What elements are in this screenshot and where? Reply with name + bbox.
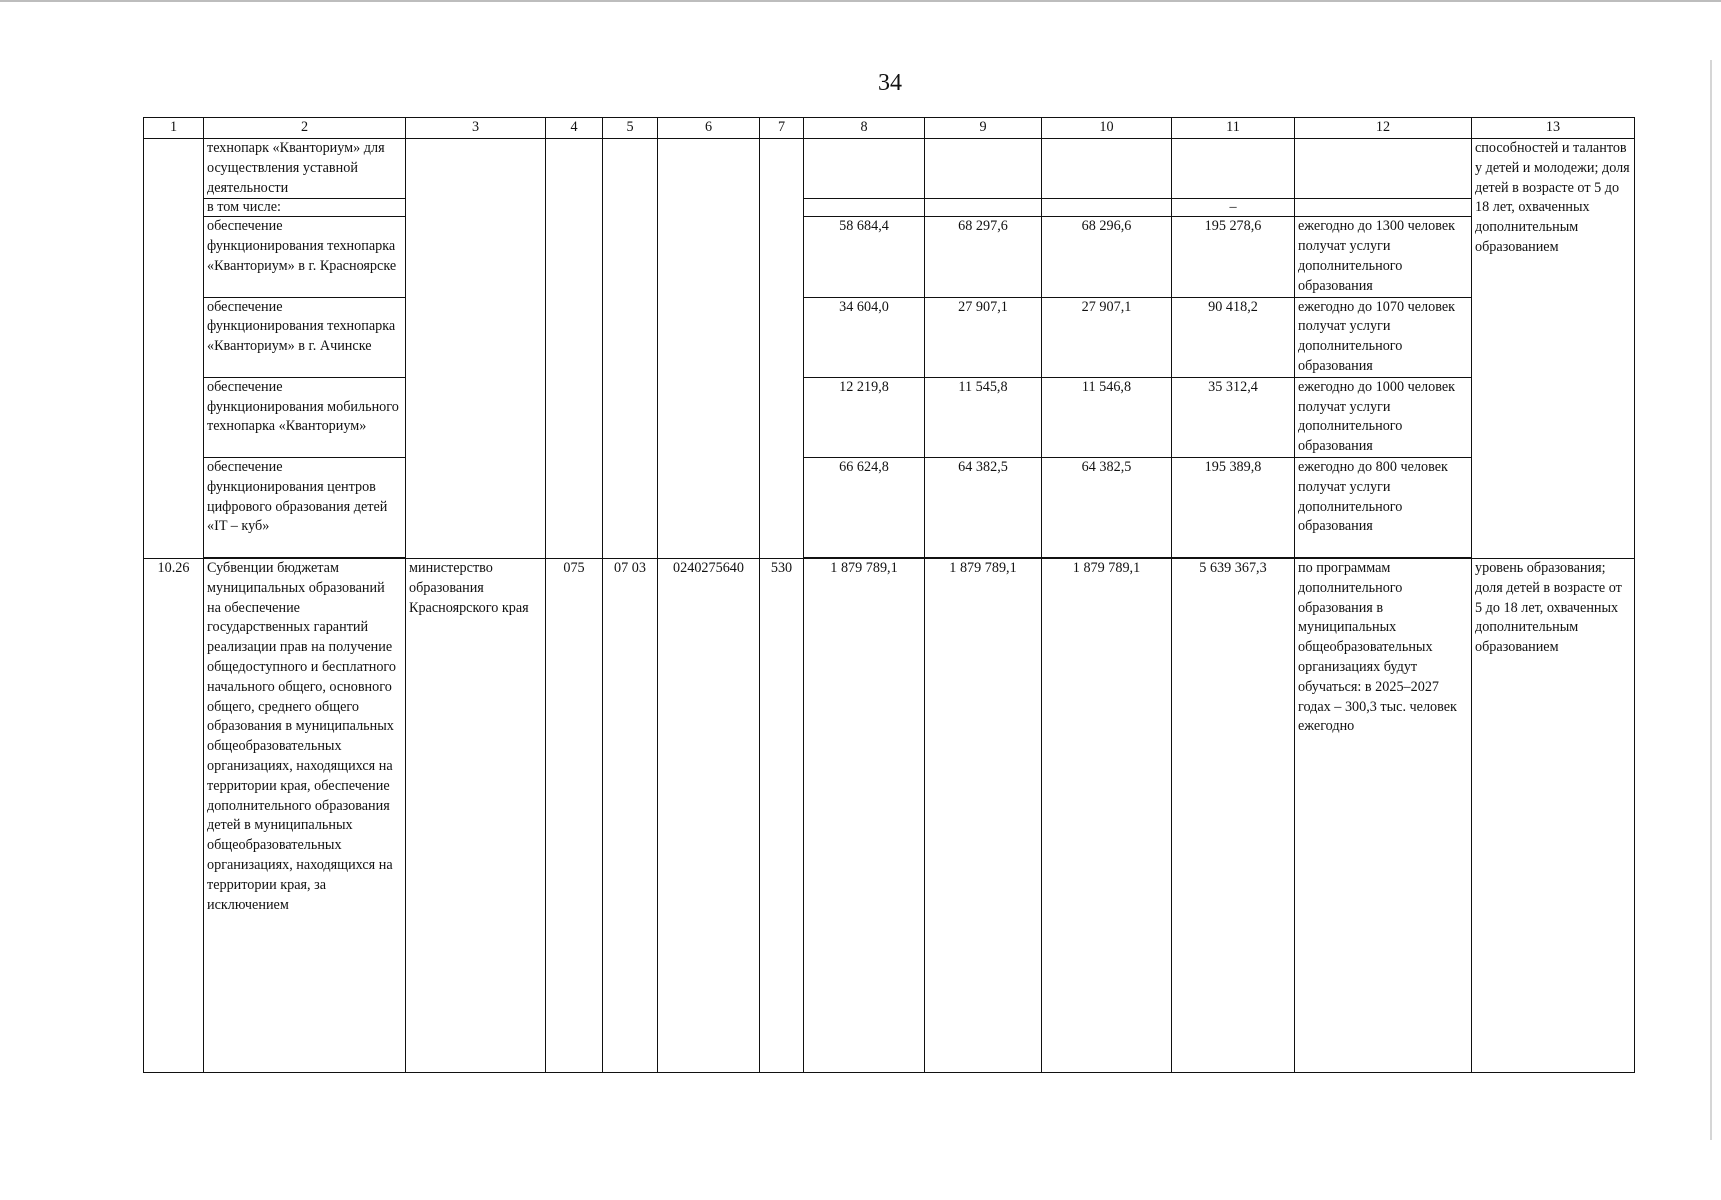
- column-header: 5: [603, 118, 658, 139]
- grbs-cell: 075: [546, 558, 603, 1072]
- value-2026: 1 879 789,1: [925, 558, 1042, 1072]
- value-total: 90 418,2: [1172, 297, 1295, 377]
- result-cell: ежегодно до 800 человек получат услуги дополнительного образования: [1295, 457, 1472, 557]
- value-2026: 11 545,8: [925, 377, 1042, 457]
- row-number: 10.26: [144, 558, 204, 1072]
- table-row: [144, 199, 1635, 217]
- value-2025: 12 219,8: [804, 377, 925, 457]
- value-cell: [1042, 199, 1172, 217]
- section-cell: [603, 139, 658, 559]
- column-header: 2: [204, 118, 406, 139]
- value-2027: 64 382,5: [1042, 457, 1172, 557]
- result-cell: ежегодно до 1300 человек получат услуги дополнительного образования: [1295, 217, 1472, 297]
- vr-cell: 530: [760, 558, 804, 1072]
- column-header: 6: [658, 118, 760, 139]
- table-row: [144, 558, 1635, 1072]
- subrow-text: обеспечение функционирования центров цифрового образования детей «IT – куб»: [204, 457, 406, 557]
- value-cell: [925, 139, 1042, 199]
- csr-cell: 0240275640: [658, 558, 760, 1072]
- value-cell: [804, 139, 925, 199]
- column-header: 1: [144, 118, 204, 139]
- page-number: 34: [878, 70, 902, 96]
- indicator-cell: уровень образования; доля детей в возрасте от 5 до 18 лет, охваченных дополнительным образованием: [1472, 558, 1635, 1072]
- column-header: 13: [1472, 118, 1635, 139]
- section-cell: 07 03: [603, 558, 658, 1072]
- result-cell: [1295, 139, 1472, 199]
- value-2025: 34 604,0: [804, 297, 925, 377]
- item-text: Субвенции бюджетам муниципальных образований на обеспечение государственных гарантий реализации прав на получение общедоступного и бесплатного начального общего, основного общего, среднего общего образования в муниципальных общеобразовательных организациях, находящихся на территории края, обеспечение дополнительного образования детей в муниципальных общеобразовательных организациях, находящихся на территории края, за исключением: [204, 558, 406, 1072]
- vr-cell: [760, 139, 804, 559]
- value-cell: [1172, 139, 1295, 199]
- ministry-cell: министерство образования Красноярского края: [406, 558, 546, 1072]
- column-header: 12: [1295, 118, 1472, 139]
- result-cell: ежегодно до 1070 человек получат услуги дополнительного образования: [1295, 297, 1472, 377]
- value-2026: 27 907,1: [925, 297, 1042, 377]
- subrow-text: обеспечение функционирования технопарка «Кванториум» в г. Ачинске: [204, 297, 406, 377]
- column-header: 11: [1172, 118, 1295, 139]
- value-2025: 1 879 789,1: [804, 558, 925, 1072]
- item-text: технопарк «Кванториум» для осуществления уставной деятельности: [204, 139, 406, 199]
- value-2027: 1 879 789,1: [1042, 558, 1172, 1072]
- scan-edge-right: [1710, 60, 1712, 1140]
- value-2027: 11 546,8: [1042, 377, 1172, 457]
- table-row: [144, 139, 1635, 199]
- indicator-cell: способностей и талантов у детей и молодежи; доля детей в возрасте от 5 до 18 лет, охваченных дополнительным образованием: [1472, 139, 1635, 559]
- column-number-header: [144, 118, 1635, 139]
- column-header: 8: [804, 118, 925, 139]
- value-cell: [925, 199, 1042, 217]
- ministry-cell: [406, 139, 546, 559]
- value-total: 195 389,8: [1172, 457, 1295, 557]
- table-row: [144, 457, 1635, 557]
- value-2027: 68 296,6: [1042, 217, 1172, 297]
- value-2025: 58 684,4: [804, 217, 925, 297]
- scan-edge-top: [0, 0, 1721, 2]
- value-2027: 27 907,1: [1042, 297, 1172, 377]
- column-header: 9: [925, 118, 1042, 139]
- result-cell: по программам дополнительного образования в муниципальных общеобразовательных организациях будут обучаться: в 2025–2027 годах – 300,3 тыс. человек ежегодно: [1295, 558, 1472, 1072]
- value-total: 195 278,6: [1172, 217, 1295, 297]
- budget-table: [143, 117, 1635, 1073]
- result-cell: ежегодно до 1000 человек получат услуги дополнительного образования: [1295, 377, 1472, 457]
- column-header: 4: [546, 118, 603, 139]
- value-total: 5 639 367,3: [1172, 558, 1295, 1072]
- in-total-label: в том числе:: [204, 199, 406, 217]
- value-total: 35 312,4: [1172, 377, 1295, 457]
- subrow-text: обеспечение функционирования мобильного технопарка «Кванториум»: [204, 377, 406, 457]
- column-header: 10: [1042, 118, 1172, 139]
- row-number-cell: [144, 139, 204, 559]
- value-cell: [804, 199, 925, 217]
- table-row: [144, 297, 1635, 377]
- grbs-cell: [546, 139, 603, 559]
- column-header: 3: [406, 118, 546, 139]
- column-header: 7: [760, 118, 804, 139]
- value-2026: 68 297,6: [925, 217, 1042, 297]
- value-cell: –: [1172, 199, 1295, 217]
- table-row: [144, 217, 1635, 297]
- csr-cell: [658, 139, 760, 559]
- value-2025: 66 624,8: [804, 457, 925, 557]
- result-cell: [1295, 199, 1472, 217]
- value-cell: [1042, 139, 1172, 199]
- table-row: [144, 377, 1635, 457]
- subrow-text: обеспечение функционирования технопарка «Кванториум» в г. Красноярске: [204, 217, 406, 297]
- value-2026: 64 382,5: [925, 457, 1042, 557]
